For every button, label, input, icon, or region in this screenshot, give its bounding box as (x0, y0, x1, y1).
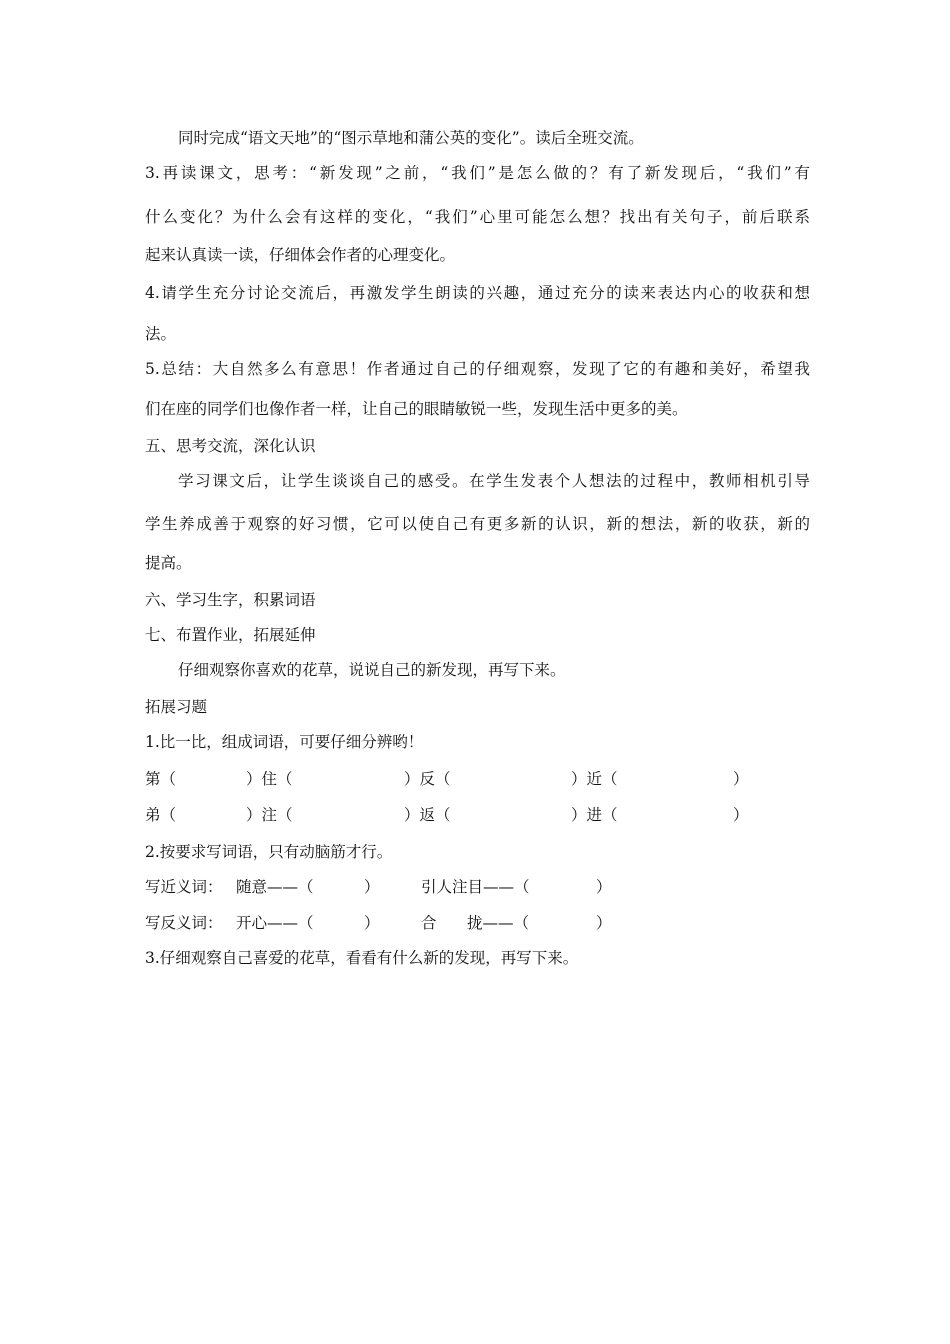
exercise-question: 3.仔细观察自己喜爱的花草，看看有什么新的发现，再写下来。 (145, 949, 579, 967)
word-blank: 引人注目——（ (421, 878, 530, 896)
word-blank: 弟（ (145, 806, 177, 824)
section-heading: 六、学习生字，积累词语 (145, 591, 316, 609)
exercise-question: 1.比一比，组成词语，可要仔细分辨哟！ (145, 733, 424, 751)
paragraph-text: 们在座的同学们也像作者一样，让自己的眼睛敏锐一些，发现生活中更多的美。 (145, 400, 688, 418)
section-heading: 七、布置作业，拓展延伸 (145, 626, 316, 644)
word-blank: ） (596, 914, 612, 932)
word-blank: 拢——（ (467, 914, 530, 932)
word-blank: ）进（ (571, 806, 618, 824)
exercise-question: 2.按要求写词语，只有动脑筋才行。 (145, 843, 393, 861)
word-blank: 合 (421, 914, 437, 932)
word-blank: ） (596, 878, 612, 896)
word-blank: ） (733, 806, 749, 824)
word-blank: 第（ (145, 770, 177, 788)
paragraph-text: 4.请学生充分讨论交流后，再激发学生朗读的兴趣，通过充分的读来表达内心的收获和想 (145, 284, 810, 302)
antonym-label: 写反义词： (145, 914, 223, 932)
word-blank: ） (733, 770, 749, 788)
word-blank: ） (364, 914, 380, 932)
word-blank: ）住（ (246, 770, 293, 788)
paragraph-text: 仔细观察你喜欢的花草，说说自己的新发现，再写下来。 (178, 661, 566, 679)
paragraph-text: 同时完成“语文天地”的“图示草地和蒲公英的变化”。读后全班交流。 (178, 129, 644, 147)
word-blank: 开心——（ (236, 914, 314, 932)
paragraph-text: 学习课文后，让学生谈谈自己的感受。在学生发表个人想法的过程中，教师相机引导 (178, 472, 810, 490)
paragraph-text: 3.再读课文，思考：“新发现”之前，“我们”是怎么做的？有了新发现后，“我们”有 (145, 164, 810, 182)
paragraph-text: 提高。 (145, 554, 192, 572)
word-blank: ） (364, 878, 380, 896)
section-heading: 五、思考交流，深化认识 (145, 437, 316, 455)
word-blank: ）注（ (246, 806, 293, 824)
synonym-label: 写近义词： (145, 878, 223, 896)
paragraph-text: 学生养成善于观察的好习惯，它可以使自己有更多新的认识，新的想法，新的收获，新的 (145, 515, 810, 533)
paragraph-text: 起来认真读一读，仔细体会作者的心理变化。 (145, 246, 456, 264)
word-blank: 随意——（ (236, 878, 314, 896)
word-blank: ）近（ (571, 770, 618, 788)
word-blank: ）返（ (404, 806, 451, 824)
word-blank: ）反（ (404, 770, 451, 788)
paragraph-text: 5.总结：大自然多么有意思！作者通过自己的仔细观察，发现了它的有趣和美好，希望我 (145, 360, 810, 378)
paragraph-text: 什么变化？为什么会有这样的变化，“我们”心里可能怎么想？找出有关句子，前后联系 (145, 208, 810, 226)
paragraph-text: 法。 (145, 325, 177, 343)
exercise-title: 拓展习题 (145, 698, 208, 716)
